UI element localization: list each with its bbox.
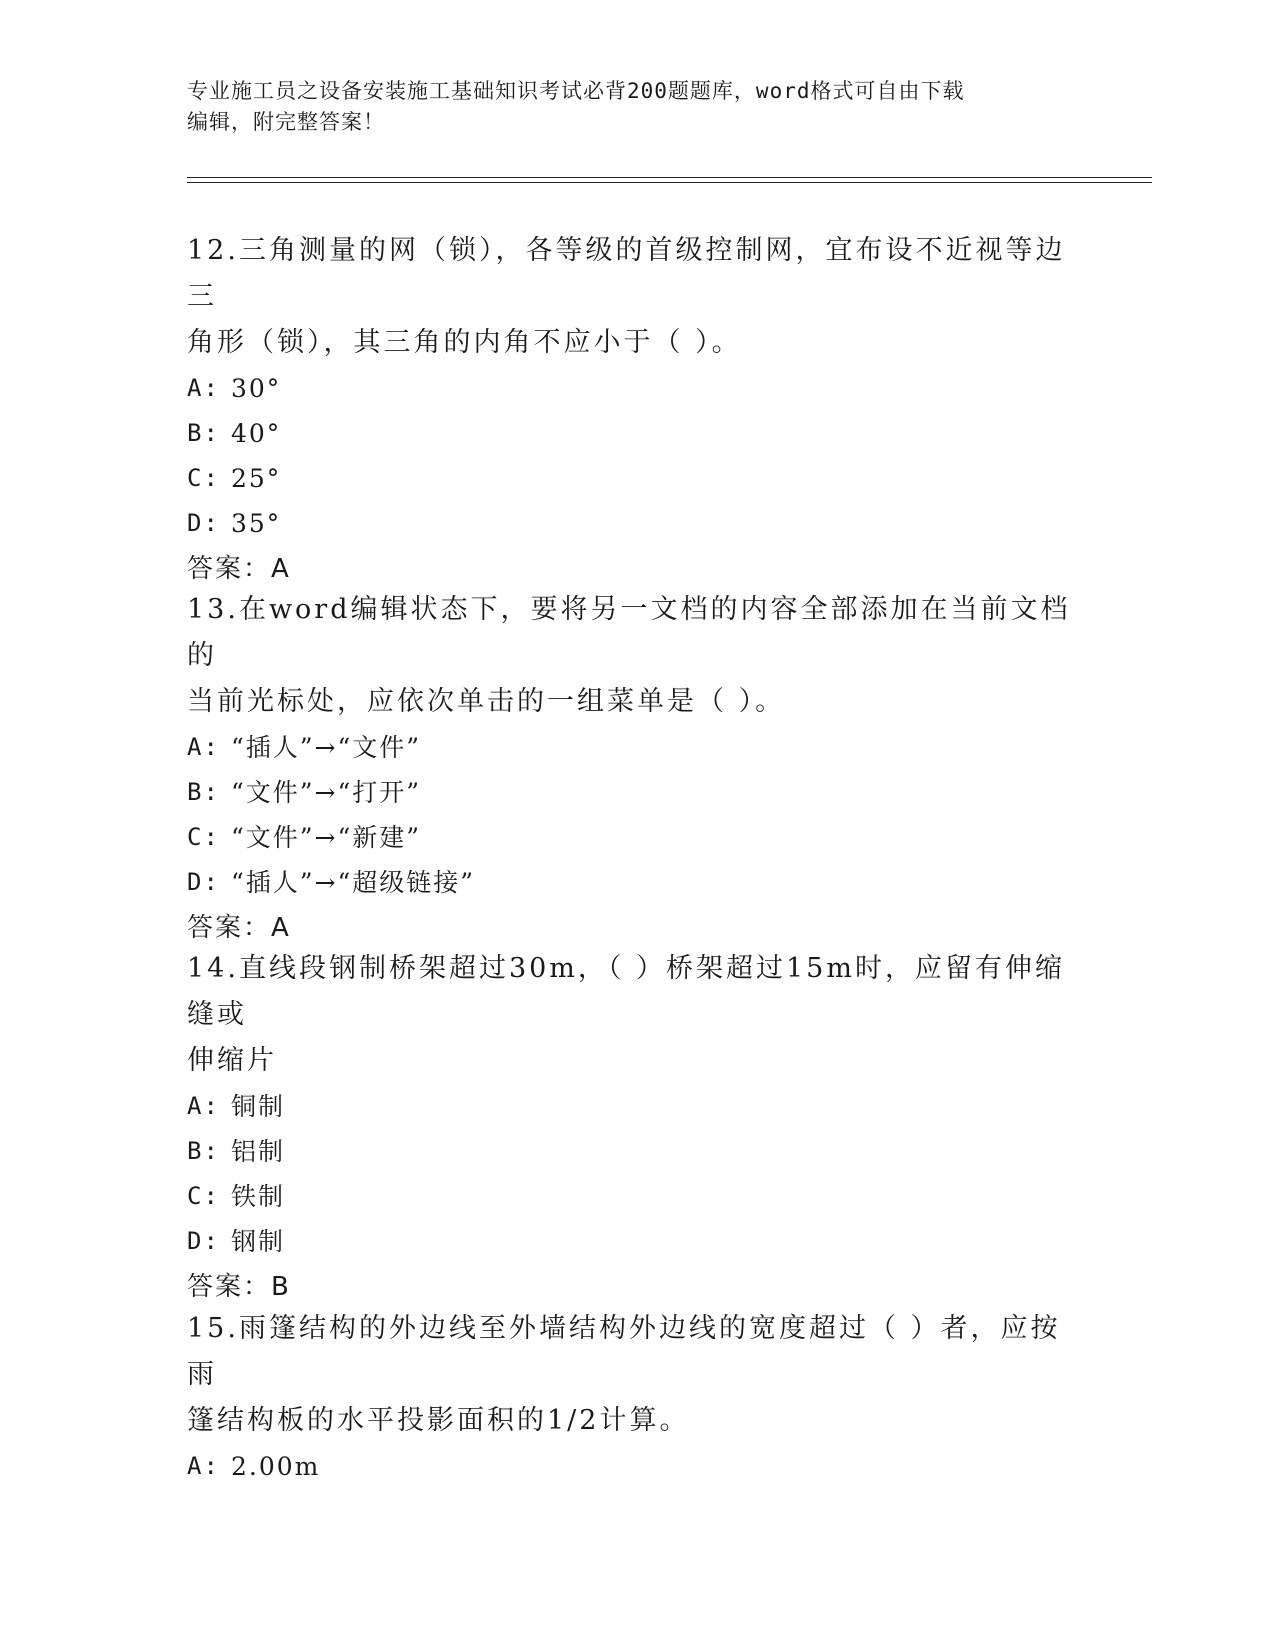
option-a [187, 1444, 1087, 1489]
option-letter: A: [187, 1452, 220, 1480]
header-divider-bottom [187, 182, 1152, 183]
option-text: 35° [231, 509, 282, 538]
question-text-line1: 13.在word编辑状态下，要将另一文档的内容全部添加在当前文档的 [187, 594, 1071, 671]
question-15 [187, 1306, 1087, 1489]
option-letter: A: [187, 733, 220, 761]
option-text: “插人”→“超级链接” [231, 868, 476, 897]
option-letter: B: [187, 1137, 220, 1165]
question-text-line1: 14.直线段钢制桥架超过30m，（ ）桥架超过15m时，应留有伸缩缝或 [187, 953, 1065, 1030]
question-text-line2: 角形（锁），其三角的内角不应小于（ ）。 [187, 327, 742, 358]
question-text-line1: 15.雨篷结构的外边线至外墙结构外边线的宽度超过（ ）者，应按雨 [187, 1313, 1061, 1390]
option-letter: B: [187, 419, 220, 447]
option-text: “文件”→“打开” [231, 778, 422, 807]
page-header [187, 76, 1067, 138]
option-letter: D: [187, 1227, 220, 1255]
question-text-line2: 当前光标处，应依次单击的一组菜单是（ ）。 [187, 686, 786, 717]
option-d [187, 1219, 1087, 1264]
question-text-line2: 篷结构板的水平投影面积的1/2计算。 [187, 1405, 690, 1436]
option-text: 2.00m [231, 1452, 321, 1481]
option-b [187, 770, 1087, 815]
option-a [187, 1084, 1087, 1129]
header-title-line1: 专业施工员之设备安装施工基础知识考试必背200题题库，word格式可自由下载 [187, 79, 965, 103]
option-c [187, 1174, 1087, 1219]
answer-label: 答案：A [187, 554, 291, 584]
option-text: 25° [231, 464, 282, 493]
option-letter: D: [187, 868, 220, 896]
option-text: 40° [231, 419, 282, 448]
option-text: 铜制 [231, 1092, 286, 1121]
option-b [187, 411, 1087, 456]
option-b [187, 1129, 1087, 1174]
question-13 [187, 587, 1087, 951]
answer-label: 答案：B [187, 1272, 291, 1302]
option-letter: C: [187, 823, 220, 851]
question-12 [187, 228, 1087, 592]
option-c [187, 456, 1087, 501]
option-a [187, 366, 1087, 411]
option-letter: A: [187, 374, 220, 402]
option-d [187, 860, 1087, 905]
option-text: 铝制 [231, 1137, 286, 1166]
option-d [187, 501, 1087, 546]
header-divider-top [187, 177, 1152, 178]
option-text: 铁制 [231, 1182, 286, 1211]
option-letter: C: [187, 464, 220, 492]
question-text-line1: 12.三角测量的网（锁），各等级的首级控制网，宜布设不近视等边三 [187, 235, 1066, 312]
option-text: “文件”→“新建” [231, 823, 422, 852]
question-14 [187, 946, 1087, 1310]
option-letter: A: [187, 1092, 220, 1120]
option-text: 钢制 [231, 1227, 286, 1256]
option-c [187, 815, 1087, 860]
option-letter: B: [187, 778, 220, 806]
question-text-line2: 伸缩片 [187, 1045, 277, 1076]
option-text: “插人”→“文件” [231, 733, 422, 762]
option-letter: D: [187, 509, 220, 537]
option-text: 30° [231, 374, 282, 403]
option-a [187, 725, 1087, 770]
header-title-line2: 编辑，附完整答案！ [187, 110, 385, 134]
answer-label: 答案：A [187, 913, 291, 943]
option-letter: C: [187, 1182, 220, 1210]
